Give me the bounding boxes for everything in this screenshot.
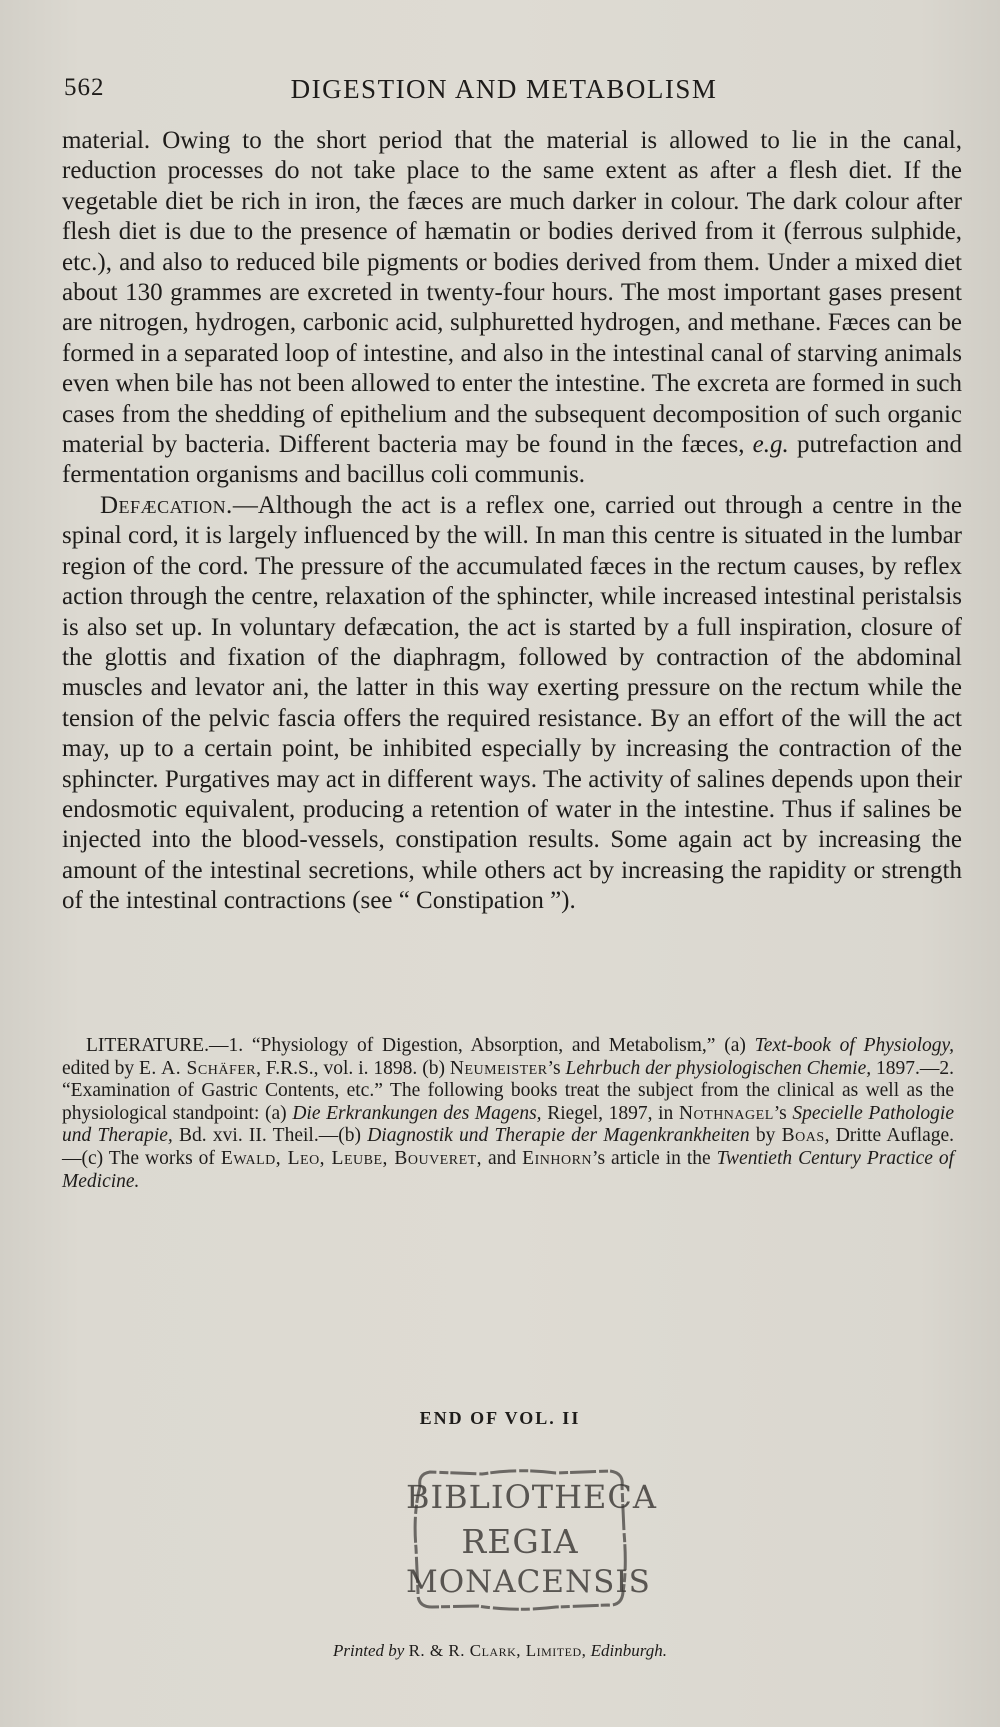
imprint-place: Edinburgh. [590,1641,667,1660]
eg-abbrev: e.g. [752,431,789,459]
stamp-line-1: BIBLIOTHECA [406,1478,657,1516]
lit-authors-list: Ewald, Leo, Leube, Bouveret, [220,1147,483,1169]
printer-imprint [0,1641,1000,1661]
lit-text-10: , Dritte Auflage.—(c) The works of [62,1125,955,1169]
page-number: 562 [64,74,105,101]
lit-author-einhorn: Einhorn [522,1147,593,1169]
defaecation-heading: Defæcation. [100,491,233,519]
paragraph-1-end: putrefaction and fermentation organisms and bacillus coli communis. [62,431,963,489]
lit-title-1: Text-book of Physiology, [754,1035,955,1056]
lit-title-5: Diagnostik und Therapie der Magenkrankheiten [367,1125,750,1147]
paragraph-1 [62,126,962,491]
end-of-volume-note: END OF VOL. II [419,1408,581,1428]
lit-text-4: ’s [547,1057,561,1079]
lit-text-9: by [755,1125,776,1147]
lit-author-schafer: E. A. Schäfer [139,1057,257,1079]
paragraph-2-text: —Although the act is a reflex one, carried out through a centre in the spinal cord, it is largely influenced by the will. In man this centre is situated in the lumbar region of the cord. The pressure of the accumulated fæces in the rectum causes, by reflex action through the centre, relaxation of the sphincter, while increased intestinal peristalsis is also set up. In voluntary defæcation, the act is started by a full inspiration, closure of the glottis and fixation of the diaphragm, followed by contraction of the abdominal muscles and levator ani, the latter in this way exerting pressure on the rectum while the tension of the pelvic fascia offers the required resistance. By an effort of the will the act may, up to a certain point, be inhibited especially by increasing the contraction of the sphincter. Purgatives may act in different ways. The activity of salines depends upon their endosmotic equivalent, producing a retention of water in the intestine. Thus if salines be injected into the blood-vessels, constipation results. Some again act by increasing the amount of the intestinal secretions, while others act by increasing the rapidity or strength of the intestinal contractions (see “ Constipation ”). [62,491,962,915]
lit-title-6: Twentieth Century Practice of Medicine. [62,1147,955,1192]
imprint-printed-by: Printed by [333,1641,405,1660]
lit-text-8: Bd. xvi. II. Theil.—(b) [179,1125,361,1147]
library-stamp-icon [406,1464,657,1614]
lit-text-7: ’s [773,1102,787,1124]
paragraph-1-text: material. Owing to the short period that the material is allowed to lie in the canal, reduction processes do not take place to the same extent as after a flesh diet. If the vegetable diet be rich in iron, the fæces are much darker in colour. The dark colour after flesh diet is due to the presence of hæmatin or bodies derived from it (ferrous sulphide, etc.), and also to reduced bile pigments or bodies derived from them. Under a mixed diet about 130 grammes are excreted in twenty-four hours. The most important gases present are nitrogen, hydrogen, carbonic acid, sulphuretted hydrogen, and methane. Fæces can be formed in a separated loop of intestine, and also in the intestinal canal of starving animals even when bile has not been allowed to enter the intestine. The excreta are formed in such cases from the shedding of epithelium and the subsequent decomposition of such organic material by bacteria. Different bacteria may be found in the fæces, [62,127,962,459]
lit-title-3: Die Erkrankungen des Magens, [292,1102,542,1124]
lit-author-neumeister: Neumeister [449,1057,548,1079]
stamp-line-3: MONACENSIS [406,1564,651,1600]
paragraph-2 [62,491,962,917]
lit-text-6: Riegel, 1897, in [547,1102,674,1124]
lit-text-5: 1897.—2. “Examination of Gastric Contents, etc.” The following books treat the subject from the clinical as well as the physiological standpoint: (a) [62,1057,955,1124]
body-text [62,126,962,917]
lit-text-1: LITERATURE.—1. “Physiology of Digestion, Absorption, and Metabolism,” (a) [86,1035,746,1056]
page-header [64,74,944,114]
lit-author-boas: Boas [781,1125,825,1147]
lit-title-2: Lehrbuch der physiologischen Chemie, [565,1057,872,1079]
lit-author-nothnagel: Nothnagel [678,1102,774,1124]
imprint-printer: R. & R. Clark, Limited, [408,1641,587,1660]
lit-text-2: edited by [62,1057,135,1079]
literature-references [62,1035,954,1193]
lit-text-11: and [488,1147,517,1169]
running-title: DIGESTION AND METABOLISM [290,74,718,104]
lit-text-12: ’s article in the [592,1147,711,1169]
lit-title-4: Specielle Pathologie und Therapie, [62,1102,954,1147]
lit-text-3: , F.R.S., vol. i. 1898. (b) [256,1057,445,1079]
stamp-line-2: REGIA [461,1522,579,1561]
